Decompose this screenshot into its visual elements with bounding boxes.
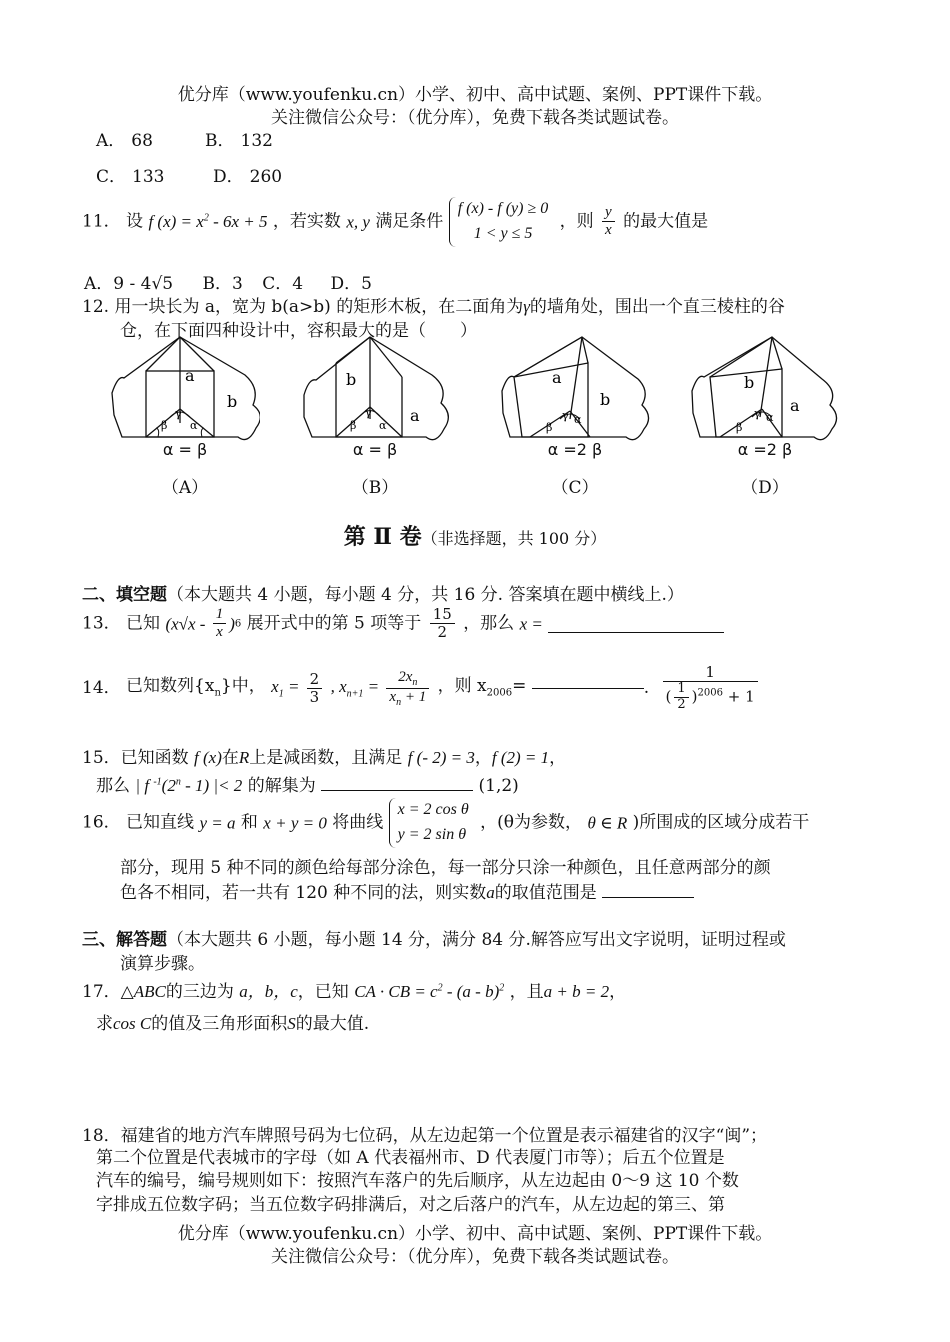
figure-c-gamma: γ [562, 409, 569, 422]
question-11: 11． 设 f $(x) = x^2 - 6x + 5$ ，若实数 x, y 满足条件 f (x) - f (y) ≥ 0 1 < y ≤ 5 ，则 $\frac{y}{x}$ 的最大值是 [82, 197, 708, 247]
q16-curve-brace: x = 2 cos θ y = 2 sin θ [389, 798, 475, 848]
figure-c-beta: β [546, 421, 553, 434]
figure-c-side-label: b [600, 390, 611, 409]
figure-a-front-label: a [185, 366, 195, 385]
section-3-heading-line-2: 演算步骤。 [120, 954, 205, 974]
figure-d [690, 333, 840, 503]
q14-answer-blank[interactable] [532, 688, 644, 689]
figure-b [300, 333, 450, 503]
q10-option-a: A． 68 [96, 131, 153, 151]
figure-d-label: （D） [741, 478, 789, 498]
figure-d-side-label: a [790, 396, 800, 415]
figure-c-diagram [500, 333, 650, 443]
section-3-heading: 三、解答题（本大题共 6 小题，每小题 14 分，满分 84 分.解答应写出文字说明，证明过程或 [82, 930, 786, 950]
q13-answer-blank[interactable] [548, 615, 724, 633]
q10-option-d: D． 260 [213, 167, 283, 187]
q10-option-c: C． 133 [96, 167, 165, 187]
figure-c-front-label: a [552, 368, 562, 387]
figure-d-diagram [690, 333, 840, 443]
question-16-line-2: 部分，现用 5 种不同的颜色给每部分涂色，每一部分只涂一种颜色，且任意两部分的颜 [120, 858, 771, 878]
figure-a [110, 333, 260, 503]
figure-a-gamma: γ [175, 407, 182, 420]
figure-d-front-label: b [744, 373, 755, 392]
figure-b-diagram [300, 333, 450, 443]
figure-a-condition: α = β [162, 440, 208, 459]
question-12-line-1: 12. 用一块长为 a，宽为 b(a>b) 的矩形木板，在二面角为γ的墙角处，围出一个直三棱柱的谷 [82, 297, 785, 317]
question-16-line-1: 16． 已知直线 y = a 和 x + y = 0 将曲线 x = 2 cos θ y = 2 sin θ ，(θ为参数， θ ∈ R )所围成的区域分成若干 [82, 798, 809, 848]
figure-a-label: （A） [161, 478, 209, 498]
question-17-line-2: 求cos C的值及三角形面积S的最大值. [96, 1014, 370, 1034]
figure-b-alpha: α [379, 419, 387, 432]
section-2-heading: 二、填空题（本大题共 4 小题，每小题 4 分，共 16 分. 答案填在题中横线上.） [82, 585, 684, 605]
q16-answer-blank[interactable] [602, 897, 694, 898]
question-14: 14． 已知数列$\{x_n\}$中， $x_1$ = $\frac{2}{3}$ , $x_{n+1}$ = $\frac{2x_n}{x_n + 1}$ ，则 $x_{2006}=$ . 1 ( $\frac{1}{2}$ )$^{2006}$ + 1 [82, 664, 761, 713]
q11-options: A．9 - 4√5 B．3 C．4 D．5 [84, 274, 372, 294]
figure-b-side-label: a [410, 406, 420, 425]
figure-a-diagram [110, 333, 260, 443]
figure-b-beta: β [350, 419, 357, 432]
header-line-2: 关注微信公众号：（优分库），免费下载各类试题试卷。 [271, 108, 679, 128]
figure-a-beta: β [161, 419, 168, 432]
question-18-line-1: 18．福建省的地方汽车牌照号码为七位码，从左边起第一个位置是表示福建省的汉字“闽”； [82, 1126, 768, 1146]
figure-a-alpha: α [190, 419, 198, 432]
figure-c-label: （C） [551, 478, 599, 498]
question-18-line-2: 第二个位置是代表城市的字母（如 A 代表福州市、D 代表厦门市等）；后五个位置是 [96, 1148, 725, 1168]
figure-c-alpha: α [574, 413, 582, 426]
q14-answer-expression: 1 ( $\frac{1}{2}$ )$^{2006}$ + 1 [663, 664, 758, 713]
footer-line-1: 优分库（www.youfenku.cn）小学、初中、高中试题、案例、PPT课件下载。 [177, 1224, 773, 1244]
question-17-line-1: 17．△ABC的三边为 a，b，c，已知 CA · CB = $c^2 - (a - b)^2$ ，且a + b = 2， [82, 982, 627, 1002]
figure-b-gamma: γ [365, 406, 372, 419]
q15-answer-blank[interactable] [321, 790, 473, 791]
figure-d-gamma: γ [754, 407, 761, 420]
figure-b-label: （B） [351, 478, 399, 498]
figure-d-alpha: α [766, 411, 774, 424]
part-2-title: 第 Ⅱ 卷（非选择题，共 100 分） [343, 524, 607, 550]
figure-c [500, 333, 650, 503]
figure-b-condition: α = β [352, 440, 398, 459]
header-line-1: 优分库（www.youfenku.cn）小学、初中、高中试题、案例、PPT课件下载。 [177, 85, 773, 105]
footer-line-2: 关注微信公众号：（优分库），免费下载各类试题试卷。 [271, 1247, 679, 1267]
figure-c-condition: α =2 β [547, 440, 603, 459]
question-13: 13． 已知 (x√x - $\frac{1}{x}$ )$^6$ 展开式中的第 5 项等于 $\frac{15}{2}$ ，那么 x = [82, 606, 724, 642]
question-18-line-3: 汽车的编号，编号规则如下：按照汽车落户的先后顺序，从左边起由 0～9 这 10 个数 [96, 1171, 739, 1191]
question-12-line-2: 仓，在下面四种设计中，容积最大的是（ ） [120, 321, 477, 341]
figure-b-front-label: b [346, 370, 357, 389]
q10-option-b: B． 132 [205, 131, 273, 151]
question-15-line-1: 15．已知函数 f (x)在R上是减函数，且满足 f (- 2) = 3，f (2) = 1， [82, 748, 567, 768]
q11-condition-brace: f (x) - f (y) ≥ 0 1 < y ≤ 5 [449, 197, 555, 247]
question-16-line-3: 色各不相同，若一共有 120 种不同的法，则实数a的取值范围是 [120, 878, 694, 903]
figure-a-side-label: b [227, 392, 238, 411]
figure-d-beta: β [736, 421, 743, 434]
question-15-line-2: 那么 | f $^{-1}$(2$^n$ - 1) |< 2 的解集为 (1,2) [96, 776, 519, 796]
question-18-line-4: 字排成五位数字码；当五位数字码排满后，对之后落户的汽车，从左边起的第三、第 [96, 1195, 725, 1215]
figure-d-condition: α =2 β [737, 440, 793, 459]
